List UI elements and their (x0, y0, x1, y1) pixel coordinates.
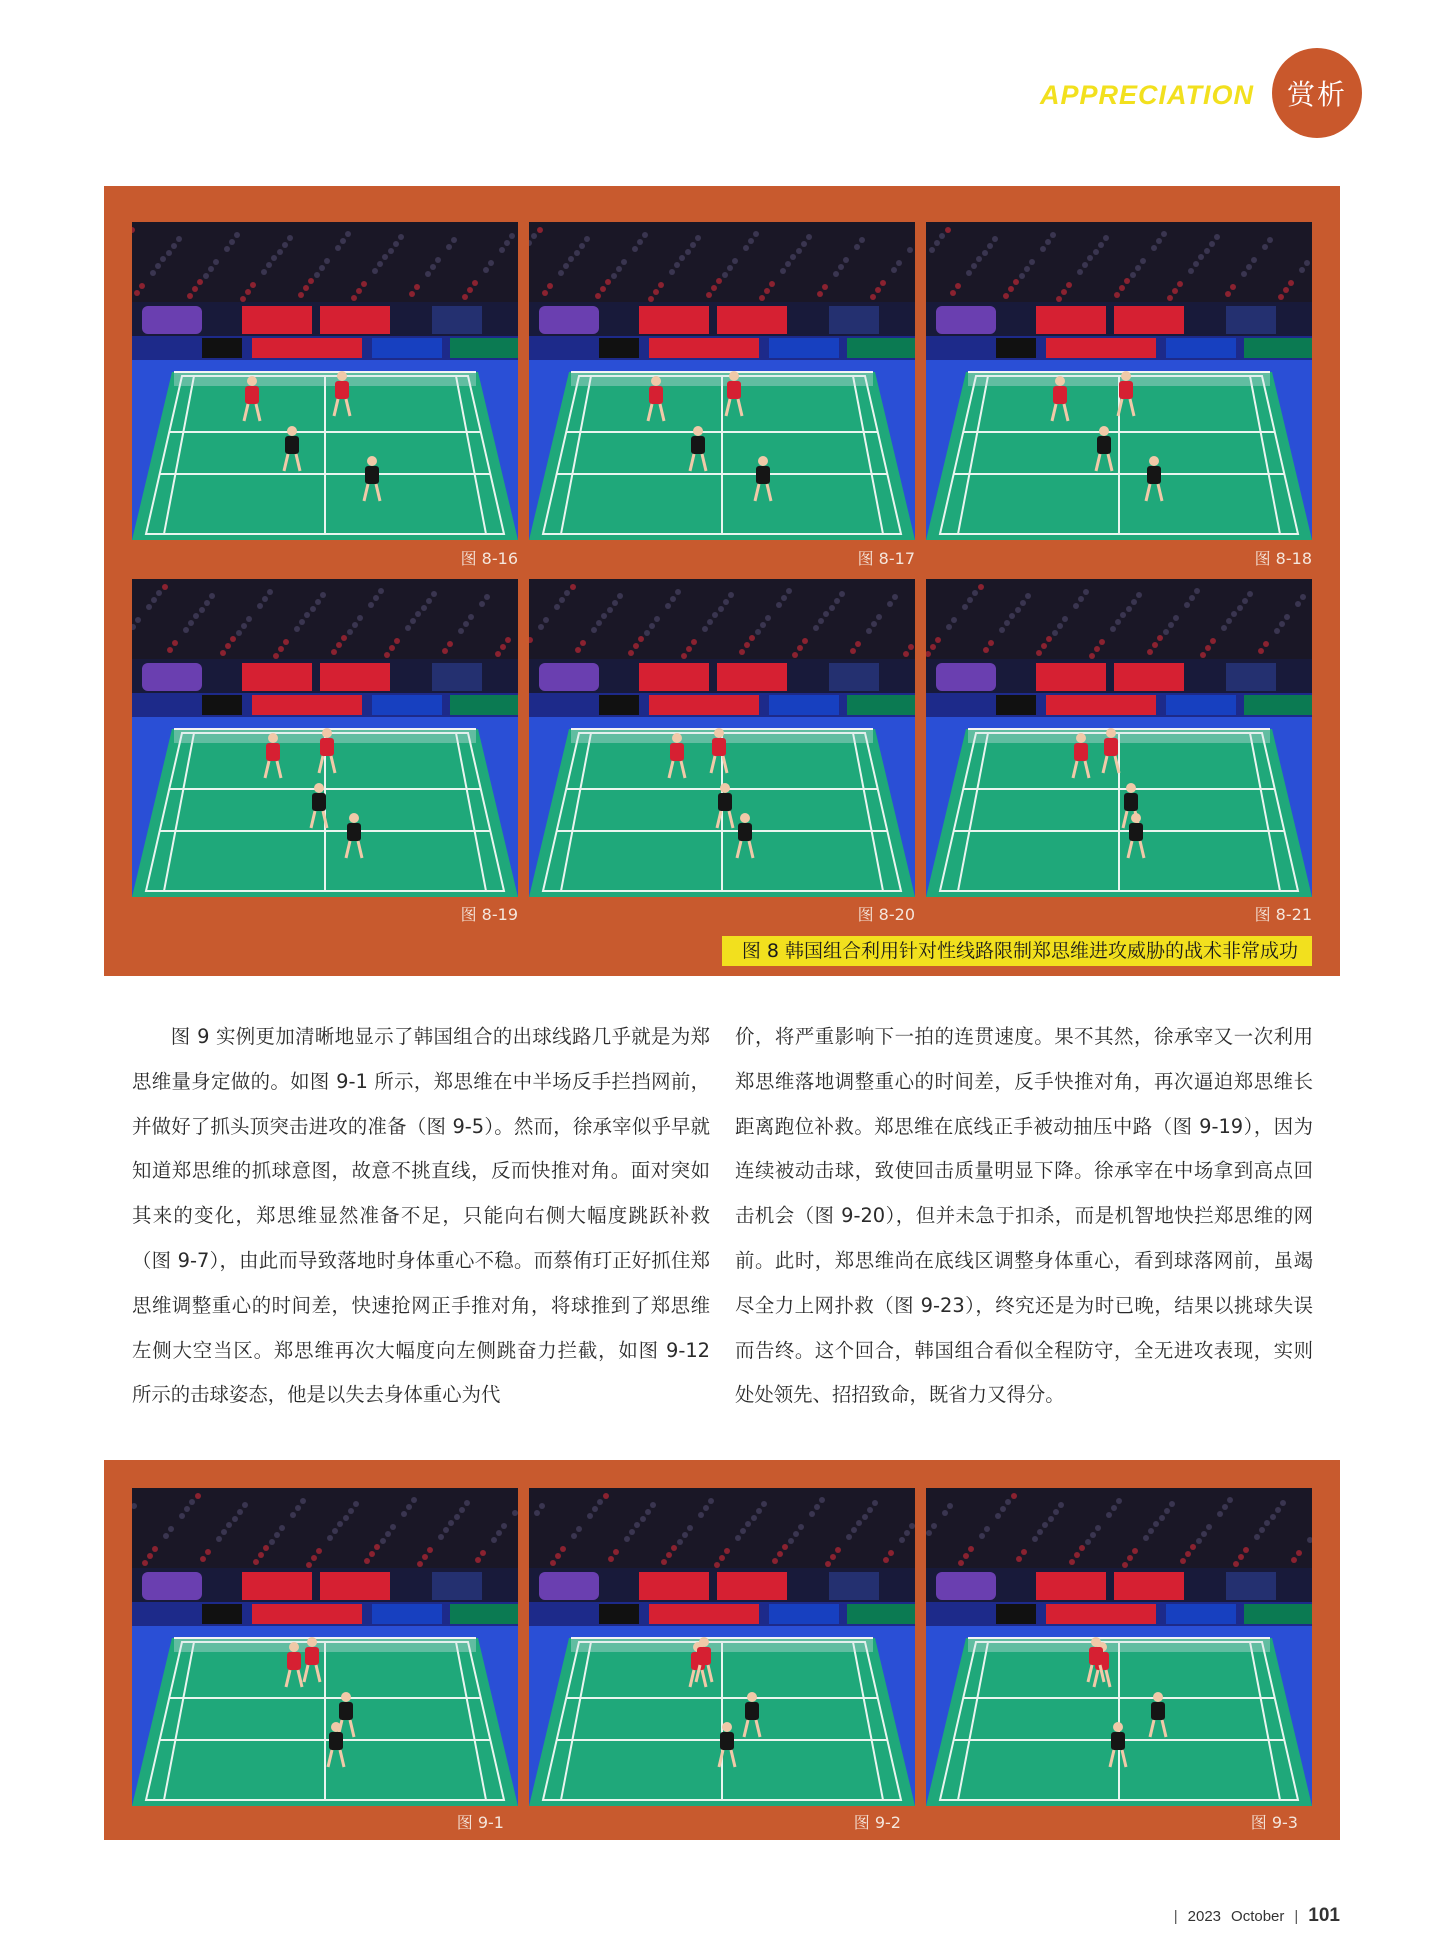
page-footer: | 2023 October | 101 (1173, 1905, 1340, 1926)
court-scene-image (529, 222, 915, 540)
photo-8-16 (132, 222, 518, 540)
court-scene-image (529, 1488, 915, 1806)
issue-month: October (1231, 1907, 1285, 1925)
court-scene-image (529, 579, 915, 897)
article-column-left (132, 1015, 710, 1418)
caption-8-20: 图 8-20 (857, 905, 915, 924)
caption-8-18: 图 8-18 (1254, 549, 1312, 568)
photo-8-21 (926, 579, 1312, 897)
court-scene-image (132, 1488, 518, 1806)
section-title-cn: 赏析 (1286, 78, 1347, 111)
court-scene-image (132, 579, 518, 897)
figure-8-title: 图 8 韩国组合利用针对性线路限制郑思维进攻威胁的战术非常成功 (722, 936, 1312, 966)
caption-8-16: 图 8-16 (460, 549, 518, 568)
caption-9-2: 图 9-2 (853, 1813, 901, 1832)
paragraph: 价，将严重影响下一拍的连贯速度。果不其然，徐承宰又一次利用郑思维落地调整重心的时间差，反手快推对角，再次逼迫郑思维长距离跑位补救。郑思维在底线正手被动抽压中路（图 9-19），因为连续被动击球，致使回击质量明显下降。徐承宰在中场拿到高点回击机会（图 9-20），但并未急于扣杀，而是机智地快拦郑思维的网前。此时，郑思维尚在底线区调整身体重心，看到球落网前，虽竭尽全力上网扑救（图 9-23），终究还是为时已晚，结果以挑球失误而告终。这个回合，韩国组合看似全程防守，全无进攻表现，实则处处领先、招招致命，既省力又得分。 (735, 1025, 1313, 1407)
figure-9-panel (104, 1460, 1340, 1840)
section-title-en: APPRECIATION (1040, 80, 1255, 110)
court-scene-image (926, 1488, 1312, 1806)
figure-8-panel (104, 186, 1340, 976)
photo-8-20 (529, 579, 915, 897)
court-scene-image (926, 222, 1312, 540)
photo-9-1 (132, 1488, 518, 1806)
issue-year: 2023 (1187, 1907, 1222, 1925)
caption-8-17: 图 8-17 (857, 549, 915, 568)
page-number: 101 (1308, 1905, 1340, 1926)
caption-8-21: 图 8-21 (1254, 905, 1312, 924)
paragraph: 图 9 实例更加清晰地显示了韩国组合的出球线路几乎就是为郑思维量身定做的。如图 9-1 所示，郑思维在中半场反手拦挡网前，并做好了抓头顶突击进攻的准备（图 9-5）。然而，徐承宰似乎早就知道郑思维的抓球意图，故意不挑直线，反而快推对角。面对突如其来的变化，郑思维显然准备不足，只能向右侧大幅度跳跃补救（图 9-7），由此而导致落地时身体重心不稳。而蔡侑玎正好抓住郑思维调整重心的时间差，快速抢网正手推对角，将球推到了郑思维左侧大空当区。郑思维再次大幅度向左侧跳奋力拦截，如图 9-12 所示的击球姿态，他是以失去身体重心为代 (132, 1025, 710, 1407)
photo-8-17 (529, 222, 915, 540)
photo-9-2 (529, 1488, 915, 1806)
court-scene-image (926, 579, 1312, 897)
section-badge (1272, 48, 1362, 138)
photo-8-19 (132, 579, 518, 897)
article-column-right (735, 1015, 1313, 1418)
photo-8-18 (926, 222, 1312, 540)
court-scene-image (132, 222, 518, 540)
caption-9-3: 图 9-3 (1250, 1813, 1298, 1832)
photo-9-3 (926, 1488, 1312, 1806)
caption-9-1: 图 9-1 (456, 1813, 504, 1832)
caption-8-19: 图 8-19 (460, 905, 518, 924)
